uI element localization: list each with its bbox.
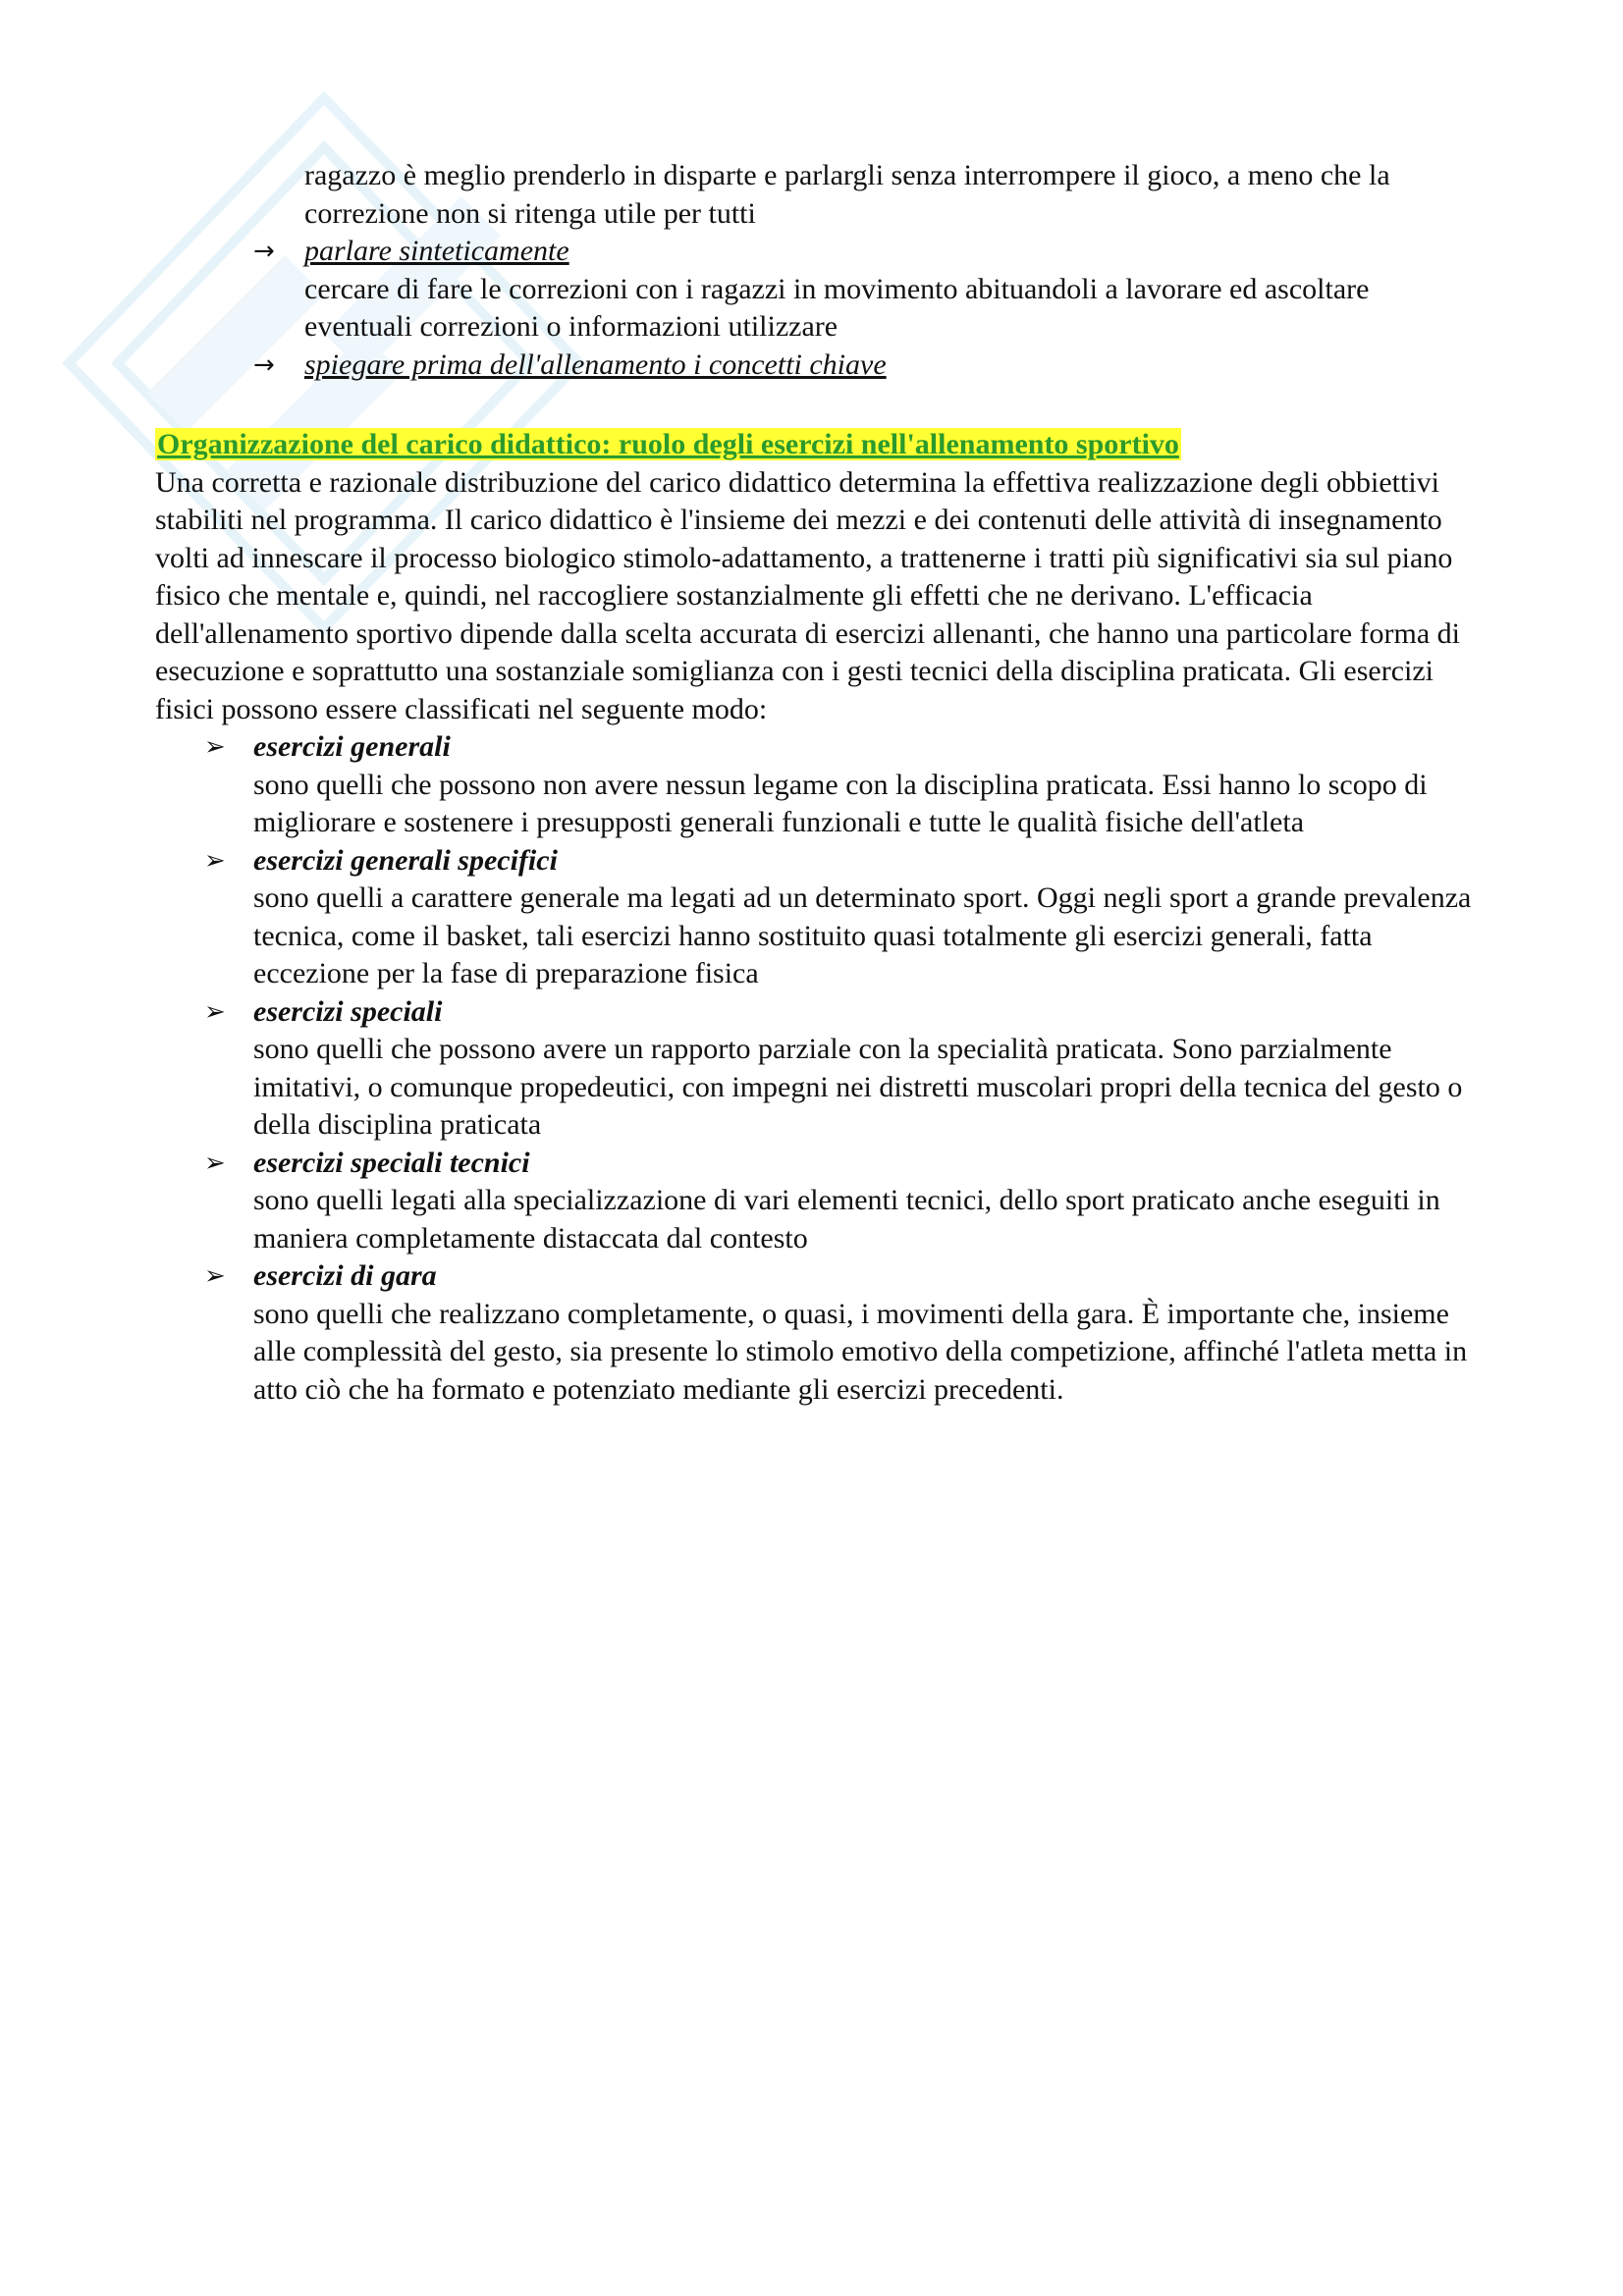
exercise-title: esercizi di gara xyxy=(253,1259,437,1292)
exercise-title: esercizi generali xyxy=(253,730,451,763)
chevron-bullet-icon: ➢ xyxy=(204,732,226,762)
chevron-bullet-icon: ➢ xyxy=(204,1261,226,1291)
arrow-right-icon: → xyxy=(253,237,275,266)
section-intro: Una corretta e razionale distribuzione del carico didattico determina la effettiva realizzazione degli obbiettivi stabiliti nel programma. Il carico didattico è l'insieme dei mezzi e dei contenuti delle attività di insegnamento volti ad innescare il processo biologico stimolo-adattamento, a trattenerne i tratti più significativi sia sul piano fisico che mentale e, quindi, nel raccogliere sostanzialmente gli effetti che ne derivano. L'efficacia dell'allenamento sportivo dipende dalla scelta accurata di esercizi allenanti, che hanno una particolare forma di esecuzione e soprattutto una sostanziale somiglianza con i gesti tecnici della disciplina praticata. Gli esercizi fisici possono essere classificati nel seguente modo: xyxy=(155,465,1460,725)
arrow-list-item xyxy=(253,347,1481,385)
list-item xyxy=(155,1257,1481,1409)
exercise-desc: sono quelli a carattere generale ma legati ad un determinato sport. Oggi negli sport a grande prevalenza tecnica, come il basket, tali esercizi hanno sostituito quasi totalmente gli esercizi generali, fatta eccezione per la fase di preparazione fisica xyxy=(253,881,1472,989)
arrow-item-title: spiegare prima dell'allenamento i concetti chiave xyxy=(304,347,887,381)
section-carico-didattico xyxy=(155,426,1481,1409)
arrow-right-icon: → xyxy=(253,349,275,380)
exercise-title: esercizi generali specifici xyxy=(253,843,558,877)
list-item xyxy=(155,728,1481,842)
arrow-list-item xyxy=(253,233,1481,347)
chevron-bullet-icon: ➢ xyxy=(204,845,226,876)
arrow-item-title: parlare sinteticamente xyxy=(304,235,569,267)
section-heading-wrap xyxy=(155,426,1481,464)
exercise-title: esercizi speciali xyxy=(253,994,443,1028)
list-item xyxy=(155,842,1481,993)
exercise-desc: sono quelli che possono non avere nessun legame con la disciplina praticata. Essi hanno lo scopo di migliorare e sostenere i presupposti generali funzionali e tutte le qualità fisiche dell'atleta xyxy=(253,768,1428,838)
list-item xyxy=(155,993,1481,1145)
chevron-bullet-icon: ➢ xyxy=(204,996,226,1027)
continuation-text: ragazzo è meglio prenderlo in disparte e parlargli senza interrompere il gioco, a meno che la correzione non si ritenga utile per tutti xyxy=(304,159,1390,230)
exercise-desc: sono quelli che possono avere un rapporto parziale con la specialità praticata. Sono parzialmente imitativi, o comunque propedeutici, con impegni nei distretti muscolari propri della tecnica del gesto o della disciplina praticata xyxy=(253,1033,1463,1141)
exercise-title: esercizi speciali tecnici xyxy=(253,1146,530,1179)
list-item xyxy=(155,1145,1481,1258)
exercise-desc: sono quelli legati alla specializzazione di vari elementi tecnici, dello sport praticato anche eseguiti in maniera completamente distaccata dal contesto xyxy=(253,1184,1440,1255)
chevron-bullet-icon: ➢ xyxy=(204,1148,226,1178)
exercise-desc: sono quelli che realizzano completamente, o quasi, i movimenti della gara. È importante che, insieme alle complessità del gesto, sia presente lo stimolo emotivo della competizione, affinché l'atleta metta in atto ciò che ha formato e potenziato mediante gli esercizi precedenti. xyxy=(253,1297,1468,1406)
arrow-item-desc: cercare di fare le correzioni con i ragazzi in movimento abituandoli a lavorare ed ascoltare eventuali correzioni o informazioni utilizzare xyxy=(304,272,1370,343)
top-list-continuation xyxy=(253,157,1481,384)
exercise-list xyxy=(155,728,1481,1409)
section-heading: Organizzazione del carico didattico: ruolo degli esercizi nell'allenamento sportivo xyxy=(157,428,1179,460)
